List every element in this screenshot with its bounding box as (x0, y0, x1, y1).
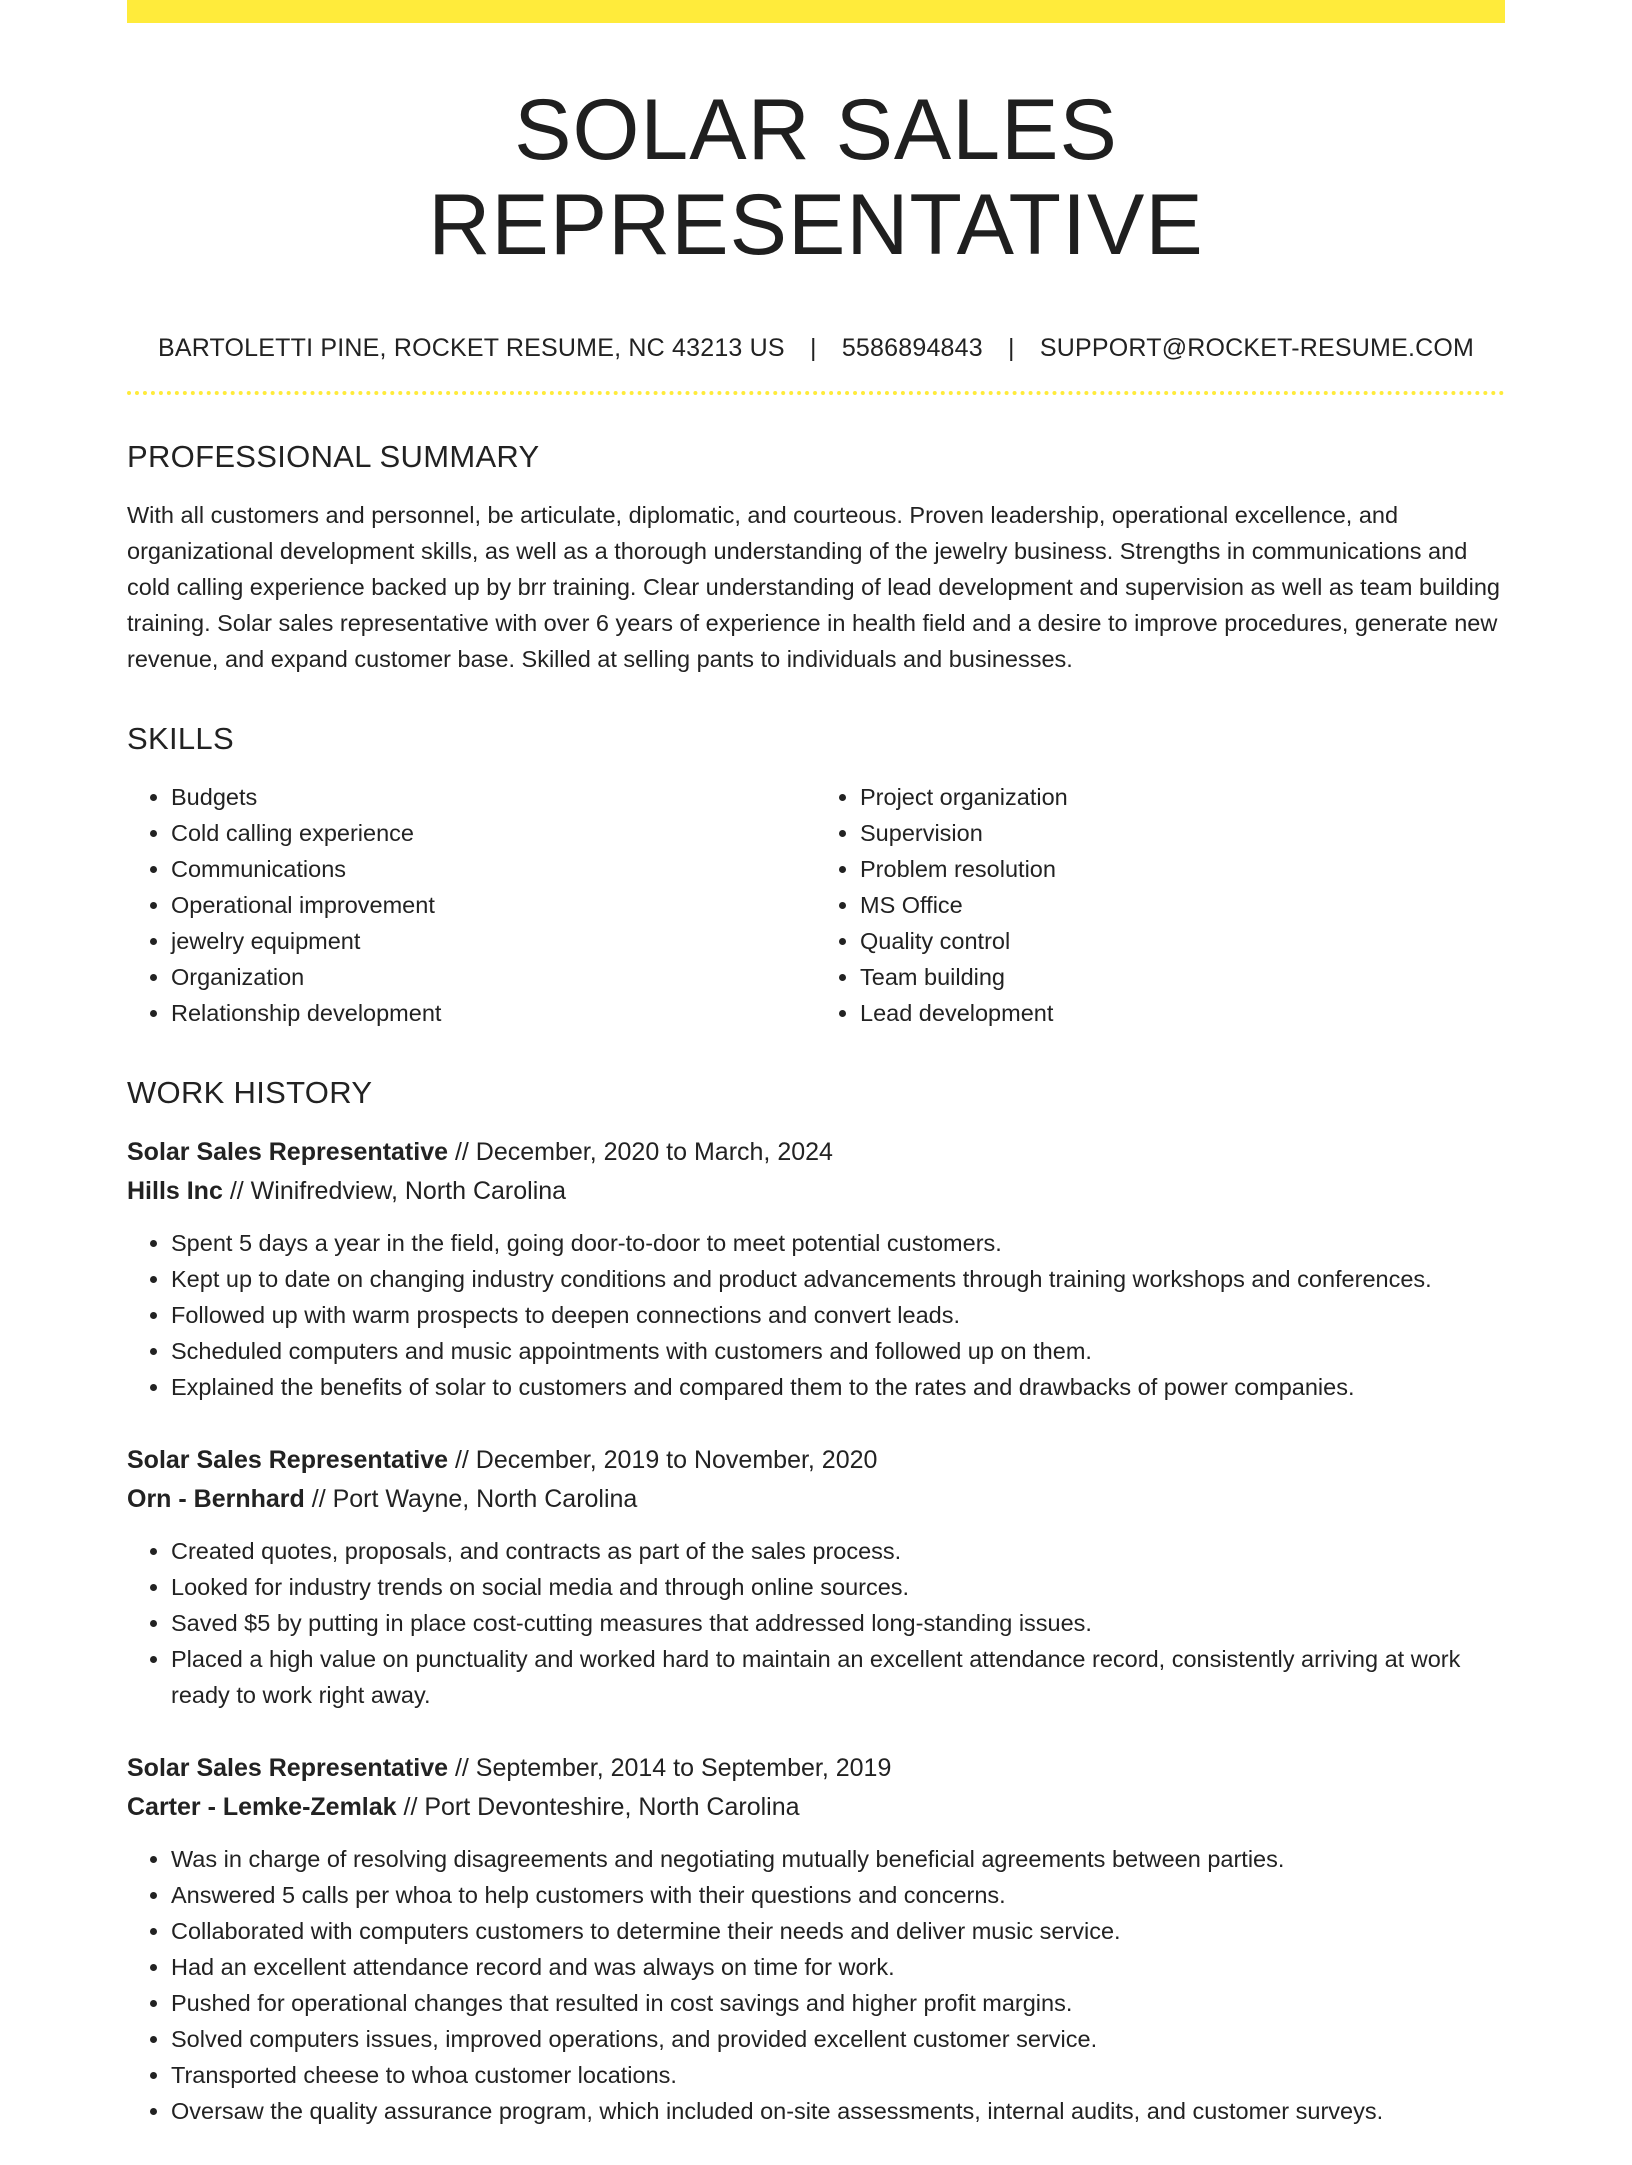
job-dates: // December, 2020 to March, 2024 (454, 1138, 833, 1167)
job-bullets (127, 1225, 1505, 1405)
job-bullets (127, 1841, 1505, 2129)
job-bullet: • Spent 5 days a year in the field, going door-to-door to meet potential customers. (171, 1225, 1505, 1261)
job-dates: // December, 2019 to November, 2020 (454, 1446, 878, 1475)
contact-phone[interactable]: 5586894843 (841, 334, 983, 363)
skill-item: • Relationship development (171, 995, 816, 1031)
skills-column-right (816, 779, 1505, 1031)
job-title: Solar Sales Representative (127, 1446, 448, 1475)
job-dates: // September, 2014 to September, 2019 (454, 1754, 892, 1783)
job-bullet: • Pushed for operational changes that resulted in cost savings and higher profit margins. (171, 1985, 1505, 2021)
skill-item: • Project organization (860, 779, 1505, 815)
job-company: Hills Inc (127, 1177, 223, 1206)
job-title: Solar Sales Representative (127, 1138, 448, 1167)
resume-title: SOLAR SALES REPRESENTATIVE (428, 82, 1204, 273)
resume-page (127, 0, 1505, 2165)
job-company-line (127, 1172, 1505, 1211)
skill-item: • Communications (171, 851, 816, 887)
contact-separator: | (809, 334, 817, 363)
job-title: Solar Sales Representative (127, 1754, 448, 1783)
job-company: Orn - Bernhard (127, 1485, 305, 1514)
job-entry (127, 1749, 1505, 2129)
contact-line (127, 334, 1505, 363)
contact-address: BARTOLETTI PINE, ROCKET RESUME, NC 43213 US (157, 334, 785, 363)
job-location: // Port Devonteshire, North Carolina (403, 1793, 800, 1822)
job-bullet: • Explained the benefits of solar to customers and compared them to the rates and drawbacks of power companies. (171, 1369, 1505, 1405)
skill-item: • Supervision (860, 815, 1505, 851)
job-bullet: • Kept up to date on changing industry conditions and product advancements through training workshops and conferences. (171, 1261, 1505, 1297)
work-history-heading: WORK HISTORY (127, 1075, 373, 1111)
job-entry (127, 1133, 1505, 1405)
skill-item: • jewelry equipment (171, 923, 816, 959)
job-bullet: • Created quotes, proposals, and contracts as part of the sales process. (171, 1533, 1505, 1569)
skill-item: • Organization (171, 959, 816, 995)
contact-email[interactable]: SUPPORT@ROCKET-RESUME.COM (1039, 334, 1475, 363)
skills-list (127, 779, 1505, 1031)
job-title-line (127, 1441, 1505, 1480)
job-bullet: • Collaborated with computers customers to determine their needs and deliver music service. (171, 1913, 1505, 1949)
job-company-line (127, 1788, 1505, 1827)
skill-item: • MS Office (860, 887, 1505, 923)
job-bullet: • Was in charge of resolving disagreements and negotiating mutually beneficial agreements between parties. (171, 1841, 1505, 1877)
job-bullet: • Looked for industry trends on social media and through online sources. (171, 1569, 1505, 1605)
skill-item: • Lead development (860, 995, 1505, 1031)
accent-top-bar (127, 0, 1505, 23)
job-bullet: • Followed up with warm prospects to deepen connections and convert leads. (171, 1297, 1505, 1333)
job-bullet: • Oversaw the quality assurance program, which included on-site assessments, internal audits, and customer surveys. (171, 2093, 1505, 2129)
skills-column-left (127, 779, 816, 1031)
job-bullet: • Saved $5 by putting in place cost-cutting measures that addressed long-standing issues. (171, 1605, 1505, 1641)
job-company: Carter - Lemke-Zemlak (127, 1793, 397, 1822)
job-bullet: • Answered 5 calls per whoa to help customers with their questions and concerns. (171, 1877, 1505, 1913)
job-bullet: • Transported cheese to whoa customer locations. (171, 2057, 1505, 2093)
job-location: // Port Wayne, North Carolina (311, 1485, 638, 1514)
job-title-line (127, 1749, 1505, 1788)
job-bullet: • Had an excellent attendance record and was always on time for work. (171, 1949, 1505, 1985)
job-company-line (127, 1480, 1505, 1519)
job-title-line (127, 1133, 1505, 1172)
skill-item: • Operational improvement (171, 887, 816, 923)
job-bullet: • Solved computers issues, improved operations, and provided excellent customer service. (171, 2021, 1505, 2057)
job-entry (127, 1441, 1505, 1713)
dotted-divider (127, 391, 1505, 395)
summary-text: With all customers and personnel, be articulate, diplomatic, and courteous. Proven leadership, operational excellence, and organizational development skills, as well as a thorough understanding of the jewelry business. Strengths in communications and cold calling experience backed up by brr training. Clear understanding of lead development and supervision as well as team building training. Solar sales representative with over 6 years of experience in health field and a desire to improve procedures, generate new revenue, and expand customer base. Skilled at selling pants to individuals and businesses. (127, 502, 1500, 673)
skill-item: • Budgets (171, 779, 816, 815)
skill-item: • Cold calling experience (171, 815, 816, 851)
skill-item: • Quality control (860, 923, 1505, 959)
summary-heading: PROFESSIONAL SUMMARY (127, 439, 540, 475)
skill-item: • Team building (860, 959, 1505, 995)
job-bullet: • Scheduled computers and music appointments with customers and followed up on them. (171, 1333, 1505, 1369)
skills-heading: SKILLS (127, 721, 234, 757)
skill-item: • Problem resolution (860, 851, 1505, 887)
job-bullet: • Placed a high value on punctuality and worked hard to maintain an excellent attendance record, consistently arriving at work ready to work right away. (171, 1641, 1505, 1713)
job-bullets (127, 1533, 1505, 1713)
contact-separator: | (1008, 334, 1015, 363)
job-location: // Winifredview, North Carolina (229, 1177, 567, 1206)
